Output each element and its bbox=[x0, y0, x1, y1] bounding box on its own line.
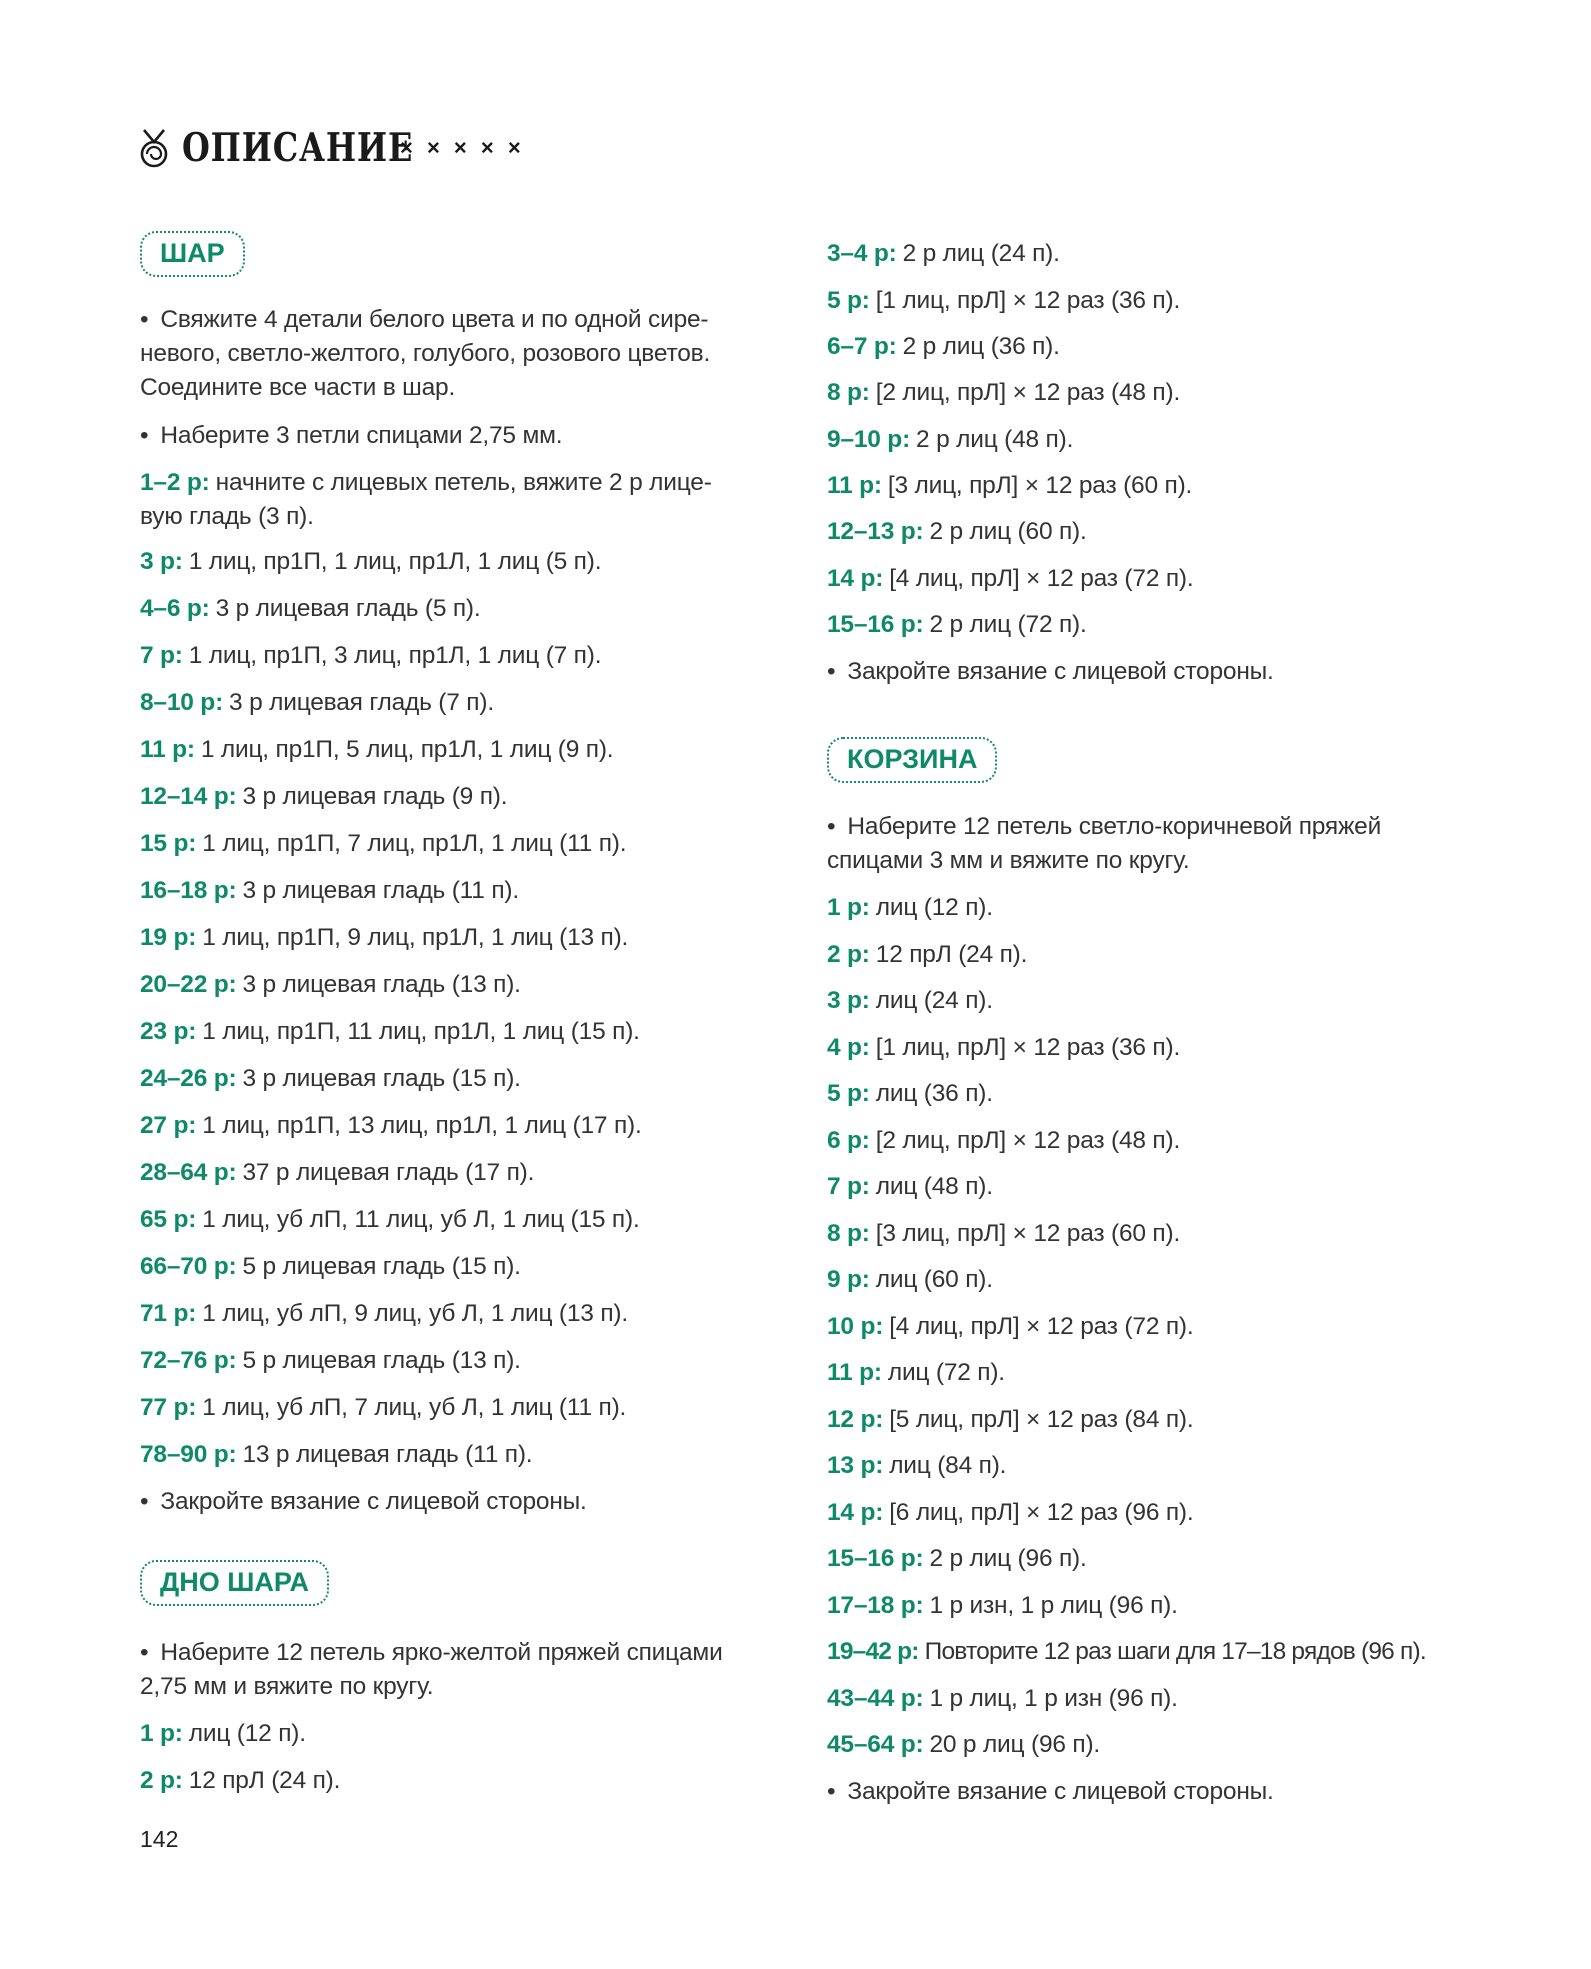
row-text: лиц (60 п). bbox=[875, 1266, 993, 1293]
row-label: 66–70 р: bbox=[140, 1253, 237, 1280]
row-label: 5 р: bbox=[827, 1080, 870, 1107]
row-label: 65 р: bbox=[140, 1206, 197, 1233]
row-line bbox=[827, 1217, 1180, 1251]
row-text: [2 лиц, прЛ] × 12 раз (48 п). bbox=[875, 1127, 1181, 1154]
row-line bbox=[827, 330, 1060, 364]
row-label: 23 р: bbox=[140, 1018, 197, 1045]
section-title-shar: ШАР bbox=[140, 231, 245, 277]
row-text: лиц (12 п). bbox=[875, 894, 993, 921]
row-line bbox=[827, 423, 1073, 457]
row-label: 1 р: bbox=[140, 1720, 183, 1747]
row-line bbox=[140, 592, 481, 626]
row-label: 13 р: bbox=[827, 1452, 884, 1479]
row-line bbox=[140, 968, 521, 1002]
row-line bbox=[827, 891, 993, 925]
row-text: 3 р лицевая гладь (11 п). bbox=[242, 877, 519, 904]
bullet-text: • Свяжите 4 детали белого цвета и по одной сире- bbox=[140, 303, 708, 337]
row-text: 3 р лицевая гладь (5 п). bbox=[215, 595, 481, 622]
row-label: 3 р: bbox=[140, 548, 183, 575]
decorative-crosses: × × × × × bbox=[400, 135, 525, 160]
row-line bbox=[140, 466, 712, 500]
row-label: 15–16 р: bbox=[827, 1545, 924, 1572]
row-label: 71 р: bbox=[140, 1300, 197, 1327]
page-title: ОПИСАНИЕ bbox=[182, 125, 414, 171]
row-text: лиц (24 п). bbox=[875, 987, 993, 1014]
row-label: 7 р: bbox=[827, 1173, 870, 1200]
row-line bbox=[140, 1015, 640, 1049]
row-line bbox=[827, 1310, 1193, 1344]
row-line bbox=[827, 984, 993, 1018]
bullet-text: • Закройте вязание с лицевой стороны. bbox=[140, 1485, 587, 1519]
row-line bbox=[827, 1356, 1005, 1390]
row-line bbox=[140, 1344, 521, 1378]
row-label: 8–10 р: bbox=[140, 689, 224, 716]
row-text: 2 р лиц (60 п). bbox=[929, 518, 1087, 545]
bullet-text-cont: спицами 3 мм и вяжите по кругу. bbox=[827, 847, 1190, 874]
row-label: 27 р: bbox=[140, 1112, 197, 1139]
row-line bbox=[140, 1438, 532, 1472]
row-text: лиц (72 п). bbox=[887, 1359, 1005, 1386]
row-line bbox=[140, 733, 613, 767]
row-line bbox=[827, 1403, 1193, 1437]
row-text: 37 р лицевая гладь (17 п). bbox=[242, 1159, 535, 1186]
row-label: 77 р: bbox=[140, 1394, 197, 1421]
section-title-korzina: КОРЗИНА bbox=[827, 737, 997, 783]
row-text: 3 р лицевая гладь (15 п). bbox=[242, 1065, 521, 1092]
row-label: 2 р: bbox=[827, 941, 870, 968]
row-line bbox=[140, 1109, 642, 1143]
row-label: 9 р: bbox=[827, 1266, 870, 1293]
row-text: [1 лиц, прЛ] × 12 раз (36 п). bbox=[875, 287, 1181, 314]
row-text: 2 р лиц (48 п). bbox=[916, 426, 1074, 453]
row-line bbox=[140, 686, 494, 720]
row-text: 1 р лиц, 1 р изн (96 п). bbox=[929, 1685, 1178, 1712]
row-label: 19 р: bbox=[140, 924, 197, 951]
row-label: 78–90 р: bbox=[140, 1441, 237, 1468]
row-line bbox=[827, 1031, 1180, 1065]
row-label: 11 р: bbox=[827, 1359, 882, 1386]
row-label: 43–44 р: bbox=[827, 1685, 924, 1712]
row-text: 2 р лиц (24 п). bbox=[902, 240, 1060, 267]
row-label: 45–64 р: bbox=[827, 1731, 924, 1758]
row-text: 1 лиц, пр1П, 1 лиц, пр1Л, 1 лиц (5 п). bbox=[188, 548, 602, 575]
row-line bbox=[827, 1542, 1087, 1576]
row-text: [4 лиц, прЛ] × 12 раз (72 п). bbox=[889, 1313, 1194, 1340]
row-line bbox=[140, 1297, 628, 1331]
row-text: 20 р лиц (96 п). bbox=[929, 1731, 1101, 1758]
row-text: 3 р лицевая гладь (7 п). bbox=[229, 689, 494, 716]
bullet-text-cont: невого, светло-желтого, голубого, розового цветов. bbox=[140, 340, 711, 367]
row-label: 16–18 р: bbox=[140, 877, 237, 904]
row-line bbox=[827, 608, 1087, 642]
row-text: начните с лицевых петель, вяжите 2 р лице- bbox=[215, 469, 712, 496]
bullet-text-cont: Соедините все части в шар. bbox=[140, 374, 456, 401]
row-label: 2 р: bbox=[140, 1767, 183, 1794]
row-label: 11 р: bbox=[140, 736, 195, 763]
row-text: 1 лиц, пр1П, 3 лиц, пр1Л, 1 лиц (7 п). bbox=[188, 642, 602, 669]
row-line bbox=[140, 780, 507, 814]
row-label: 72–76 р: bbox=[140, 1347, 237, 1374]
row-label: 14 р: bbox=[827, 1499, 884, 1526]
row-label: 20–22 р: bbox=[140, 971, 237, 998]
row-line bbox=[140, 545, 601, 579]
row-line bbox=[827, 237, 1060, 271]
row-text: [3 лиц, прЛ] × 12 раз (60 п). bbox=[887, 472, 1193, 499]
row-text: 1 лиц, пр1П, 13 лиц, пр1Л, 1 лиц (17 п). bbox=[202, 1112, 642, 1139]
row-line bbox=[140, 1062, 521, 1096]
row-text: 1 лиц, уб лП, 11 лиц, уб Л, 1 лиц (15 п). bbox=[202, 1206, 640, 1233]
bullet-text: • Наберите 12 петель светло-коричневой пряжей bbox=[827, 810, 1381, 844]
yarn-ball-icon bbox=[138, 126, 170, 170]
row-text: Повторите 12 раз шаги для 17–18 рядов (96 п). bbox=[924, 1638, 1426, 1665]
row-line bbox=[140, 1156, 534, 1190]
row-line bbox=[827, 562, 1193, 596]
row-label: 11 р: bbox=[827, 472, 882, 499]
row-text: 2 р лиц (96 п). bbox=[929, 1545, 1087, 1572]
row-text: 12 прЛ (24 п). bbox=[188, 1767, 341, 1794]
row-line bbox=[140, 639, 601, 673]
row-line bbox=[827, 376, 1180, 410]
row-line bbox=[827, 1263, 993, 1297]
row-line bbox=[827, 469, 1192, 503]
bullet-text: • Закройте вязание с лицевой стороны. bbox=[827, 1775, 1274, 1809]
row-text: 1 р изн, 1 р лиц (96 п). bbox=[929, 1592, 1178, 1619]
row-line bbox=[140, 1250, 521, 1284]
row-line bbox=[827, 1589, 1178, 1623]
row-text: 2 р лиц (72 п). bbox=[929, 611, 1087, 638]
row-text: 5 р лицевая гладь (13 п). bbox=[242, 1347, 521, 1374]
row-text: 3 р лицевая гладь (13 п). bbox=[242, 971, 521, 998]
row-line bbox=[140, 874, 519, 908]
row-text: [1 лиц, прЛ] × 12 раз (36 п). bbox=[875, 1034, 1181, 1061]
row-label: 5 р: bbox=[827, 287, 870, 314]
row-text: 1 лиц, пр1П, 11 лиц, пр1Л, 1 лиц (15 п). bbox=[202, 1018, 640, 1045]
row-text: 1 лиц, уб лП, 7 лиц, уб Л, 1 лиц (11 п). bbox=[202, 1394, 627, 1421]
row-text: [3 лиц, прЛ] × 12 раз (60 п). bbox=[875, 1220, 1181, 1247]
row-line bbox=[140, 1764, 340, 1798]
row-label: 3 р: bbox=[827, 987, 870, 1014]
row-text: 5 р лицевая гладь (15 п). bbox=[242, 1253, 521, 1280]
row-label: 10 р: bbox=[827, 1313, 884, 1340]
row-line bbox=[140, 921, 628, 955]
row-line bbox=[827, 1124, 1180, 1158]
row-label: 4–6 р: bbox=[140, 595, 210, 622]
bullet-text: • Наберите 12 петель ярко-желтой пряжей спицами bbox=[140, 1636, 723, 1670]
row-label: 7 р: bbox=[140, 642, 183, 669]
row-line bbox=[827, 1635, 1426, 1669]
row-label: 6–7 р: bbox=[827, 333, 897, 360]
row-text: 1 лиц, уб лП, 9 лиц, уб Л, 1 лиц (13 п). bbox=[202, 1300, 628, 1327]
row-line bbox=[140, 1391, 626, 1425]
row-text: 3 р лицевая гладь (9 п). bbox=[242, 783, 508, 810]
row-label: 1–2 р: bbox=[140, 469, 210, 496]
row-label: 14 р: bbox=[827, 565, 884, 592]
row-label: 1 р: bbox=[827, 894, 870, 921]
row-label: 24–26 р: bbox=[140, 1065, 237, 1092]
row-text: [4 лиц, прЛ] × 12 раз (72 п). bbox=[889, 565, 1194, 592]
row-text: 13 р лицевая гладь (11 п). bbox=[242, 1441, 533, 1468]
row-text: лиц (84 п). bbox=[889, 1452, 1007, 1479]
bullet-text: • Закройте вязание с лицевой стороны. bbox=[827, 655, 1274, 689]
row-line bbox=[827, 938, 1027, 972]
row-label: 12–14 р: bbox=[140, 783, 237, 810]
row-line bbox=[827, 1728, 1100, 1762]
row-line bbox=[827, 515, 1087, 549]
row-text-cont: вую гладь (3 п). bbox=[140, 503, 314, 530]
row-line bbox=[827, 1449, 1006, 1483]
row-line bbox=[827, 1682, 1178, 1716]
row-label: 4 р: bbox=[827, 1034, 870, 1061]
row-text: лиц (12 п). bbox=[188, 1720, 306, 1747]
row-label: 9–10 р: bbox=[827, 426, 911, 453]
bullet-text: • Наберите 3 петли спицами 2,75 мм. bbox=[140, 419, 562, 453]
row-label: 12–13 р: bbox=[827, 518, 924, 545]
row-line bbox=[140, 827, 626, 861]
row-label: 8 р: bbox=[827, 379, 870, 406]
row-text: 2 р лиц (36 п). bbox=[902, 333, 1060, 360]
row-line bbox=[827, 1077, 993, 1111]
page-number: 142 bbox=[140, 1826, 179, 1852]
row-text: [2 лиц, прЛ] × 12 раз (48 п). bbox=[875, 379, 1181, 406]
row-label: 3–4 р: bbox=[827, 240, 897, 267]
row-text: 1 лиц, пр1П, 5 лиц, пр1Л, 1 лиц (9 п). bbox=[200, 736, 614, 763]
row-label: 12 р: bbox=[827, 1406, 884, 1433]
row-label: 6 р: bbox=[827, 1127, 870, 1154]
row-line bbox=[827, 284, 1180, 318]
row-text: [6 лиц, прЛ] × 12 раз (96 п). bbox=[889, 1499, 1194, 1526]
row-line bbox=[827, 1170, 993, 1204]
row-label: 8 р: bbox=[827, 1220, 870, 1247]
section-header bbox=[138, 120, 525, 176]
row-text: 1 лиц, пр1П, 7 лиц, пр1Л, 1 лиц (11 п). bbox=[202, 830, 627, 857]
row-line bbox=[140, 1203, 640, 1237]
row-text: лиц (36 п). bbox=[875, 1080, 993, 1107]
row-label: 15 р: bbox=[140, 830, 197, 857]
row-text: лиц (48 п). bbox=[875, 1173, 993, 1200]
row-text: 1 лиц, пр1П, 9 лиц, пр1Л, 1 лиц (13 п). bbox=[202, 924, 629, 951]
bullet-text-cont: 2,75 мм и вяжите по кругу. bbox=[140, 1673, 434, 1700]
row-line bbox=[140, 1717, 306, 1751]
row-label: 19–42 р: bbox=[827, 1638, 919, 1665]
section-title-dno: ДНО ШАРА bbox=[140, 1560, 329, 1606]
row-label: 17–18 р: bbox=[827, 1592, 924, 1619]
row-text: 12 прЛ (24 п). bbox=[875, 941, 1028, 968]
row-text: [5 лиц, прЛ] × 12 раз (84 п). bbox=[889, 1406, 1194, 1433]
row-label: 28–64 р: bbox=[140, 1159, 237, 1186]
row-line bbox=[827, 1496, 1193, 1530]
row-label: 15–16 р: bbox=[827, 611, 924, 638]
